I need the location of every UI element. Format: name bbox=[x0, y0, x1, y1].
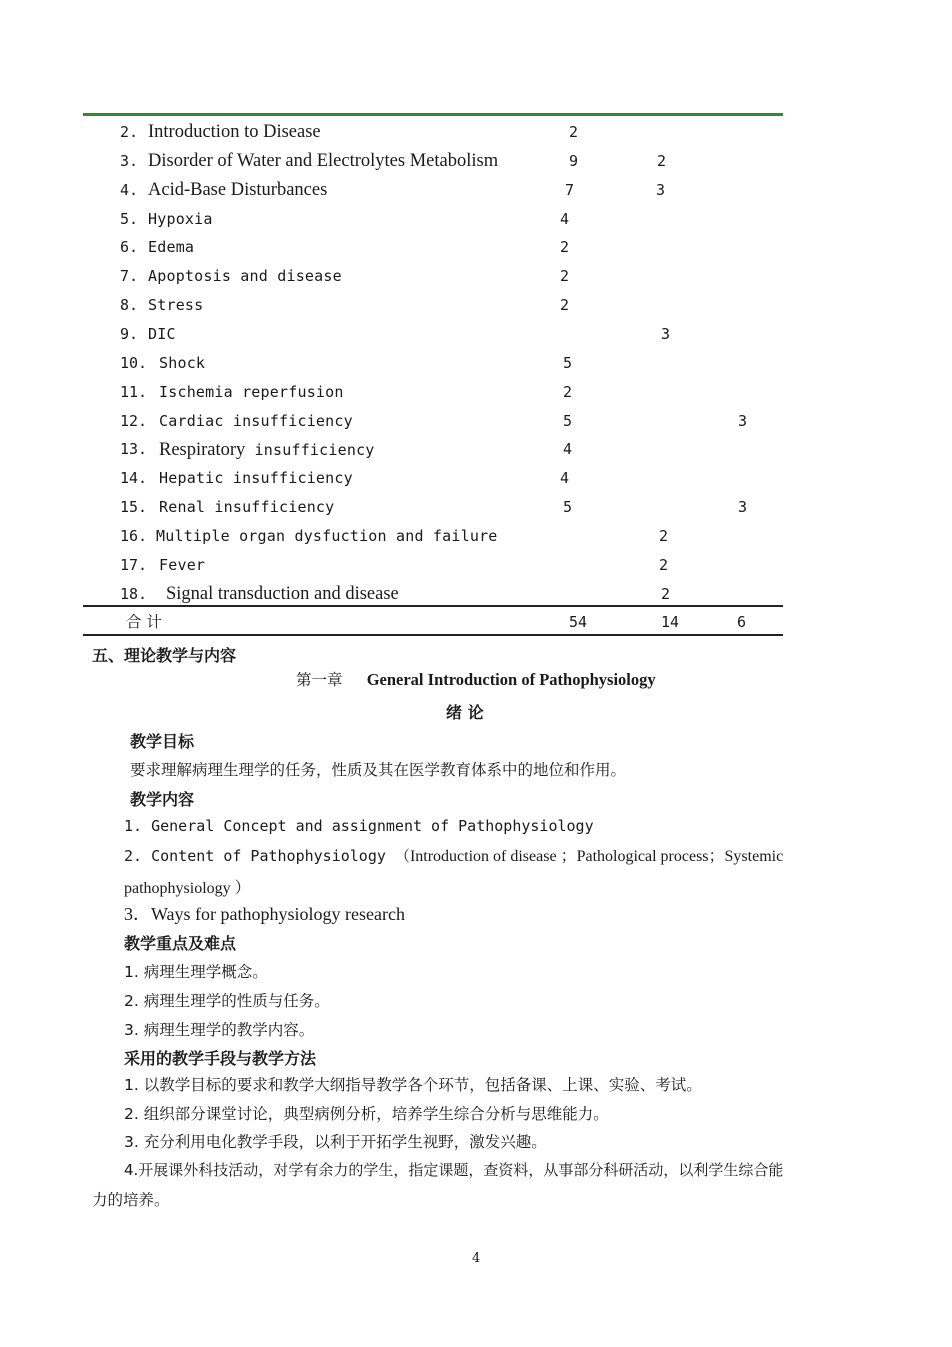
row-title: Renal insufficiency bbox=[159, 498, 335, 517]
row-hours-c: 3 bbox=[738, 411, 748, 430]
content-item-1: 1. General Concept and assignment of Pathophysiology bbox=[124, 817, 594, 835]
methods-heading: 采用的教学手段与教学方法 bbox=[124, 1049, 317, 1068]
table-row bbox=[0, 464, 952, 493]
row-number: 17. bbox=[120, 555, 148, 574]
table-bottom-rule bbox=[83, 634, 783, 636]
row-number: 9. bbox=[120, 324, 139, 343]
page-number: 4 bbox=[472, 1251, 481, 1266]
content-item-2-part1: 2. Content of Pathophysiology （ bbox=[124, 847, 410, 865]
table-row bbox=[0, 435, 952, 464]
total-label: 合 计 bbox=[126, 613, 162, 631]
table-row bbox=[0, 118, 952, 147]
row-title: Apoptosis and disease bbox=[148, 267, 342, 286]
row-title: Disorder of Water and Electrolytes Metabolism bbox=[148, 150, 499, 171]
method-item-4: 4.开展课外科技活动，对学有余力的学生，指定课题，查资料，从事部分科研活动，以利学生综合能 bbox=[124, 1161, 784, 1179]
chapter-prefix: 第一章 bbox=[296, 671, 343, 689]
method-item: 2. 组织部分课堂讨论，典型病例分析，培养学生综合分析与思维能力。 bbox=[124, 1105, 609, 1123]
row-hours-a: 2 bbox=[560, 267, 570, 286]
row-hours-a: 2 bbox=[563, 382, 573, 401]
row-title: Stress bbox=[148, 296, 204, 315]
method-item: 1. 以教学目标的要求和教学大纲指导教学各个环节，包括备课、上课、实验、考试。 bbox=[124, 1076, 702, 1094]
row-title: Acid-Base Disturbances bbox=[148, 179, 328, 200]
row-title: Respiratory insufficiency bbox=[159, 440, 375, 461]
total-col-b: 14 bbox=[661, 613, 680, 631]
content-item-2 bbox=[124, 843, 783, 866]
row-hours-b: 3 bbox=[661, 324, 671, 343]
top-green-rule bbox=[83, 113, 783, 116]
row-hours-a: 5 bbox=[563, 353, 573, 372]
table-row bbox=[0, 320, 952, 349]
row-hours-a: 2 bbox=[560, 296, 570, 315]
row-number: 13. bbox=[120, 440, 148, 459]
chapter-heading bbox=[296, 668, 656, 690]
row-title: Fever bbox=[159, 555, 206, 574]
row-title: Hypoxia bbox=[148, 209, 213, 228]
section-heading: 五、理论教学与内容 bbox=[92, 646, 237, 665]
table-row bbox=[0, 147, 952, 176]
row-hours-b: 3 bbox=[656, 180, 666, 199]
row-number: 12. bbox=[120, 411, 148, 430]
row-hours-a: 5 bbox=[563, 411, 573, 430]
row-hours-b: 2 bbox=[659, 555, 669, 574]
table-row bbox=[0, 522, 952, 551]
row-hours-b: 2 bbox=[657, 151, 667, 170]
table-row bbox=[0, 551, 952, 580]
row-hours-c: 3 bbox=[738, 498, 748, 517]
row-number: 7. bbox=[120, 267, 139, 286]
row-hours-a: 7 bbox=[565, 180, 575, 199]
row-number: 8. bbox=[120, 296, 139, 315]
row-hours-b: 2 bbox=[661, 584, 671, 603]
method-item-4-continued: 力的培养。 bbox=[92, 1191, 170, 1209]
goals-text: 要求理解病理生理学的任务，性质及其在医学教育体系中的地位和作用。 bbox=[130, 761, 627, 779]
table-row bbox=[0, 205, 952, 234]
table-total-row bbox=[0, 608, 952, 637]
table-row bbox=[0, 493, 952, 522]
row-hours-b: 2 bbox=[659, 526, 669, 545]
row-number: 2. bbox=[120, 123, 139, 141]
row-number: 15. bbox=[120, 498, 148, 517]
row-number: 16. bbox=[120, 526, 148, 545]
row-number: 5. bbox=[120, 209, 139, 228]
content-item-2-continued: pathophysiology ） bbox=[124, 880, 251, 897]
row-title: Signal transduction and disease bbox=[166, 583, 399, 604]
subtitle: 绪 论 bbox=[446, 703, 484, 722]
table-row bbox=[0, 262, 952, 291]
keypoint-item: 3. 病理生理学的教学内容。 bbox=[124, 1021, 315, 1039]
row-number: 6. bbox=[120, 238, 139, 257]
row-title: DIC bbox=[148, 324, 176, 343]
table-row bbox=[0, 233, 952, 262]
row-hours-a: 2 bbox=[569, 123, 579, 141]
table-row bbox=[0, 349, 952, 378]
row-title: Multiple organ dysfuction and failure bbox=[156, 526, 498, 545]
table-row bbox=[0, 378, 952, 407]
keypoints-heading: 教学重点及难点 bbox=[124, 934, 237, 953]
table-row bbox=[0, 407, 952, 436]
content-item-2-part2: Introduction of disease ；Pathological process；Systemic bbox=[409, 848, 784, 865]
content-item-3: 3．Ways for pathophysiology research bbox=[124, 904, 405, 924]
row-number: 3. bbox=[120, 151, 139, 170]
total-col-a: 54 bbox=[569, 613, 588, 631]
row-number: 11. bbox=[120, 382, 148, 401]
table-rule-above-total bbox=[83, 605, 783, 607]
row-title: Hepatic insufficiency bbox=[159, 469, 353, 488]
keypoint-item: 2. 病理生理学的性质与任务。 bbox=[124, 992, 330, 1010]
row-hours-a: 4 bbox=[563, 440, 573, 459]
method-item: 3. 充分利用电化教学手段，以利于开拓学生视野，激发兴趣。 bbox=[124, 1133, 547, 1151]
row-number: 14. bbox=[120, 469, 148, 488]
row-title: Edema bbox=[148, 238, 195, 257]
keypoint-item: 1. 病理生理学概念。 bbox=[124, 963, 268, 981]
row-title: Shock bbox=[159, 353, 206, 372]
row-number: 4. bbox=[120, 180, 139, 199]
table-row bbox=[0, 291, 952, 320]
row-number: 18. bbox=[120, 584, 148, 603]
row-title: Introduction to Disease bbox=[148, 122, 321, 142]
chapter-title: General Introduction of Pathophysiology bbox=[366, 670, 656, 689]
row-title: Cardiac insufficiency bbox=[159, 411, 353, 430]
row-hours-a: 4 bbox=[560, 209, 570, 228]
row-hours-a: 9 bbox=[569, 151, 579, 170]
row-number: 10. bbox=[120, 353, 148, 372]
table-row bbox=[0, 176, 952, 205]
goals-heading: 教学目标 bbox=[130, 732, 195, 751]
row-hours-a: 4 bbox=[560, 469, 570, 488]
row-hours-a: 5 bbox=[563, 498, 573, 517]
row-hours-a: 2 bbox=[560, 238, 570, 257]
content-heading: 教学内容 bbox=[130, 790, 195, 809]
total-col-c: 6 bbox=[737, 613, 747, 631]
row-title: Ischemia reperfusion bbox=[159, 382, 344, 401]
